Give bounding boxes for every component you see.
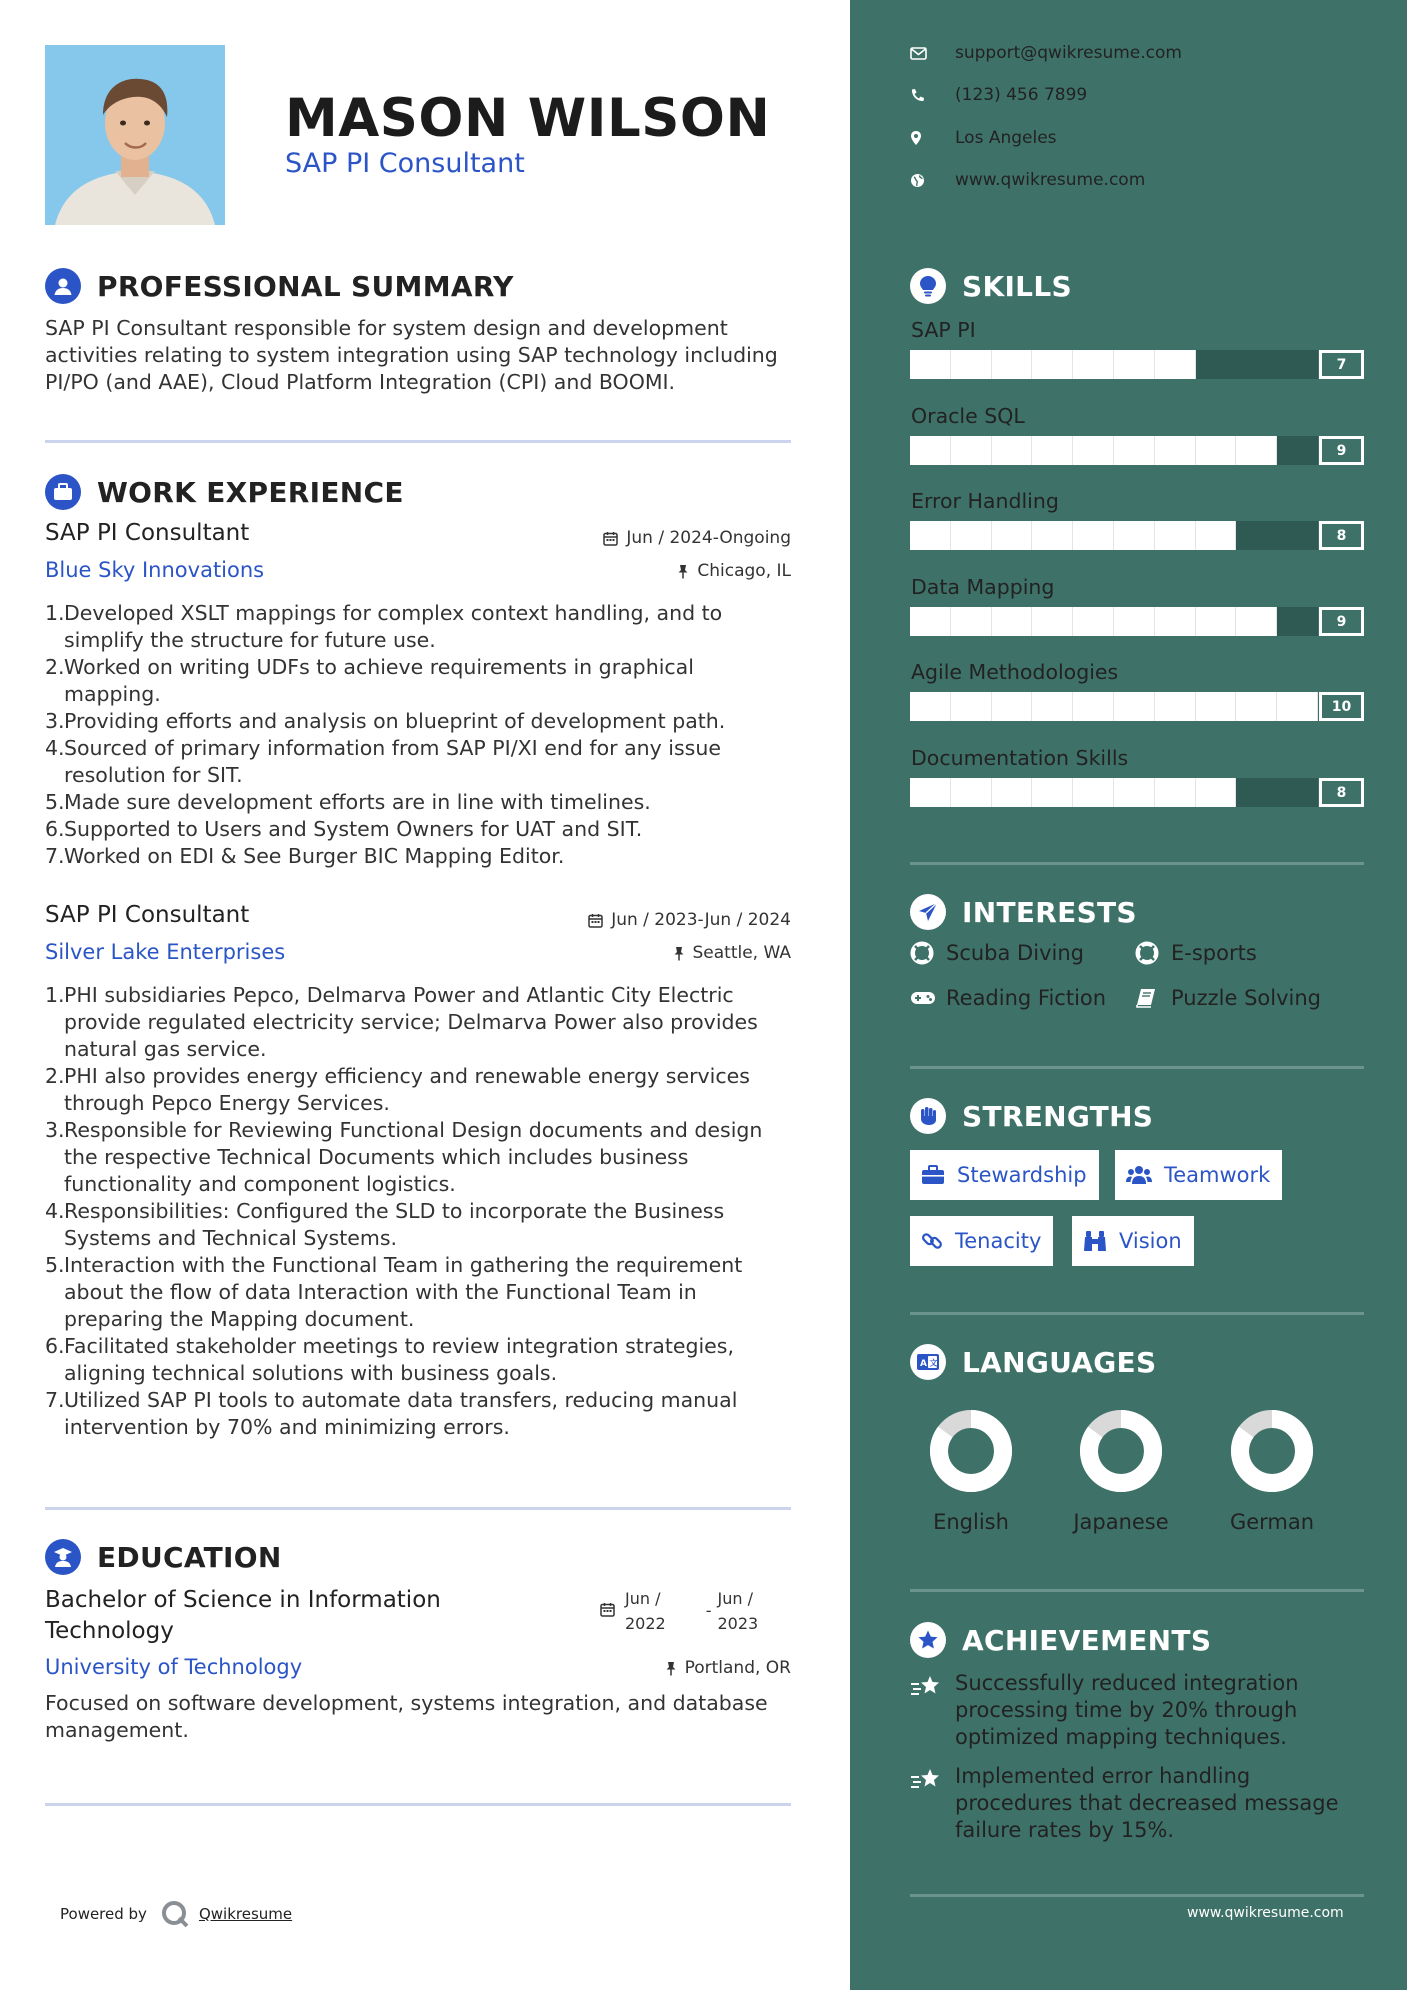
list-item: 6. Facilitated stakeholder meetings to review integration strategies, aligning technical solutions with business goals.	[45, 1334, 734, 1385]
skill-bar-segment	[1114, 692, 1155, 721]
interests-heading	[910, 894, 1137, 930]
education-description: Focused on software development, systems integration, and database management.	[45, 1691, 768, 1742]
achievements-heading	[910, 1622, 1211, 1658]
skill-bar-segment	[1236, 692, 1277, 721]
skill-bar-segment	[1114, 521, 1155, 550]
shooting-star-icon	[910, 1670, 955, 1751]
skill-score: 9	[1319, 607, 1364, 636]
skill-bar-segment	[1155, 692, 1196, 721]
summary-text: SAP PI Consultant responsible for system design and development activities relating to system integration using SAP technology including PI/PO (and AAE), Cloud Platform Integration (CPI) and BOOMI.	[45, 316, 778, 394]
language-name: German	[1229, 1510, 1315, 1534]
job-bullets	[45, 600, 795, 870]
skill-bar-segment	[1073, 350, 1114, 379]
strengths-title: STRENGTHS	[962, 1099, 1154, 1133]
interest-item: E-sports	[1135, 941, 1257, 965]
divider	[45, 440, 791, 443]
skill-bar-segment	[1196, 607, 1237, 636]
skill-bar-segment	[1032, 350, 1073, 379]
users-icon	[1126, 1165, 1152, 1185]
skill-bar-segment	[992, 607, 1033, 636]
envelope-icon	[910, 47, 932, 60]
skills-heading	[910, 268, 1072, 304]
list-item: 7. Worked on EDI & See Burger BIC Mapping Editor.	[45, 844, 565, 868]
skill-bar-segment	[1032, 692, 1073, 721]
link-icon	[921, 1230, 943, 1252]
contact-phone[interactable]: (123) 456 7899	[910, 85, 1087, 105]
divider	[910, 862, 1364, 865]
job-dates	[588, 910, 791, 930]
skill-bar-segment	[951, 607, 992, 636]
skill-bar-segment	[1277, 692, 1318, 721]
language-ring	[1078, 1408, 1164, 1494]
skill-bar-segment	[910, 350, 951, 379]
skill-score: 10	[1319, 692, 1364, 721]
divider	[45, 1803, 791, 1806]
pin-icon	[673, 946, 685, 961]
education-title: EDUCATION	[97, 1540, 282, 1574]
skill-bar-segment	[1032, 778, 1073, 807]
education-location-text: Portland, OR	[684, 1658, 791, 1678]
skill-bar-segment	[951, 778, 992, 807]
date-separator: -	[705, 1601, 712, 1620]
svg-text:文: 文	[929, 1358, 938, 1368]
skill-bar-segment	[1236, 607, 1277, 636]
job-title: SAP PI Consultant	[45, 902, 250, 928]
skill-bar-segment	[910, 692, 951, 721]
languages-title: LANGUAGES	[962, 1345, 1157, 1379]
skill-bar-segment	[1155, 607, 1196, 636]
skill-bar-segment	[1155, 521, 1196, 550]
lightbulb-icon	[910, 268, 946, 304]
skill-bar-segment	[1032, 607, 1073, 636]
skill-bar-segment	[1032, 436, 1073, 465]
qwikresume-link[interactable]: Qwikresume	[198, 1905, 293, 1923]
graduate-icon	[45, 1539, 81, 1575]
briefcase-icon	[921, 1165, 945, 1185]
skill-name: Documentation Skills	[911, 746, 1129, 770]
skill-score: 9	[1319, 436, 1364, 465]
skill-bar-segment	[992, 350, 1033, 379]
list-item: 6. Supported to Users and System Owners for UAT and SIT.	[45, 817, 643, 841]
skill-bar	[910, 521, 1318, 550]
gamepad-icon	[910, 989, 936, 1007]
candidate-role: SAP PI Consultant	[285, 148, 525, 179]
skill-bar-segment	[992, 692, 1033, 721]
skill-bar-segment	[1196, 521, 1237, 550]
book-icon	[1135, 987, 1161, 1009]
achievement-item: Implemented error handling procedures that decreased message failure rates by 15%.	[910, 1763, 1360, 1844]
skill-bar-segment	[1196, 778, 1237, 807]
education-degree: Bachelor of Science in Information Technology	[45, 1587, 441, 1644]
list-item: 4. Responsibilities: Configured the SLD to incorporate the Business Systems and Technical Systems.	[45, 1199, 725, 1250]
job-dates-text: Jun / 2024-Ongoing	[626, 528, 791, 548]
language-name: Japanese	[1073, 1510, 1169, 1534]
skill-name: Agile Methodologies	[911, 660, 1119, 684]
languages-heading	[910, 1344, 1156, 1380]
skills-title: SKILLS	[962, 269, 1072, 303]
skill-bar-segment	[992, 436, 1033, 465]
skill-bar-segment	[1114, 778, 1155, 807]
list-item: 2. PHI also provides energy efficiency and renewable energy services through Pepco Energy Services.	[45, 1064, 750, 1115]
user-circle-icon	[45, 268, 81, 304]
list-item: 7. Utilized SAP PI tools to automate data transfers, reducing manual intervention by 70% and minimizing errors.	[45, 1388, 738, 1439]
map-pin-icon	[910, 130, 932, 146]
contact-location: Los Angeles	[910, 128, 1057, 148]
education-end: Jun / 2023	[717, 1589, 759, 1633]
skill-bar-segment	[1196, 436, 1237, 465]
skill-bar	[910, 778, 1318, 807]
skill-bar-segment	[992, 521, 1033, 550]
interest-item: Scuba Diving	[910, 941, 1084, 965]
strength-chip: Tenacity	[910, 1216, 1053, 1266]
list-item: 2. Worked on writing UDFs to achieve requirements in graphical mapping.	[45, 655, 694, 706]
skill-name: Data Mapping	[911, 575, 1055, 599]
interests-title: INTERESTS	[962, 895, 1137, 929]
skill-bar-segment	[951, 350, 992, 379]
language-ring	[1229, 1408, 1315, 1494]
skill-name: Error Handling	[911, 489, 1059, 513]
calendar-icon	[588, 913, 603, 928]
shooting-star-icon	[910, 1763, 955, 1844]
powered-by	[60, 1900, 292, 1928]
interest-item: Puzzle Solving	[1135, 986, 1321, 1010]
skill-bar-segment	[1196, 692, 1237, 721]
skill-bar	[910, 350, 1318, 379]
star-badge-icon	[910, 1622, 946, 1658]
profile-photo	[45, 45, 225, 225]
pin-icon	[665, 1661, 677, 1676]
skill-bar-segment	[1114, 350, 1155, 379]
calendar-icon	[600, 1586, 615, 1636]
skill-bar-segment	[1073, 436, 1114, 465]
skill-bar-segment	[910, 436, 951, 465]
school-name: University of Technology	[45, 1655, 303, 1679]
skill-bar-segment	[951, 436, 992, 465]
skill-name: Oracle SQL	[911, 404, 1025, 428]
skill-score: 8	[1319, 521, 1364, 550]
skill-bar-segment	[1236, 436, 1277, 465]
phone-icon	[910, 88, 932, 103]
briefcase-icon	[45, 474, 81, 510]
candidate-name: MASON WILSON	[285, 88, 771, 149]
achievement-item: Successfully reduced integration processing time by 20% through optimized mapping techniques.	[910, 1670, 1360, 1751]
translate-icon	[910, 1344, 946, 1380]
job-location-text: Seattle, WA	[692, 943, 791, 963]
strength-chip: Teamwork	[1115, 1150, 1282, 1200]
skill-bar-segment	[1073, 607, 1114, 636]
lifebuoy-icon	[1135, 941, 1161, 965]
skill-bar-segment	[992, 778, 1033, 807]
education-start: Jun / 2022	[625, 1589, 666, 1633]
skill-bar-segment	[1155, 778, 1196, 807]
footer-url[interactable]: www.qwikresume.com	[1187, 1905, 1344, 1921]
svg-text:A: A	[920, 1359, 927, 1369]
job-bullets	[45, 982, 795, 1441]
skill-bar	[910, 436, 1318, 465]
skill-bar	[910, 692, 1318, 721]
divider	[910, 1894, 1364, 1897]
education-heading	[45, 1539, 282, 1575]
job-dates	[603, 528, 791, 548]
strength-chip: Vision	[1072, 1216, 1194, 1266]
interest-item: Reading Fiction	[910, 986, 1106, 1010]
skill-bar-segment	[1073, 778, 1114, 807]
skill-bar-segment	[910, 521, 951, 550]
strength-chip: Stewardship	[910, 1150, 1099, 1200]
work-title: WORK EXPERIENCE	[97, 475, 404, 509]
calendar-icon	[603, 531, 618, 546]
list-item: 5. Made sure development efforts are in line with timelines.	[45, 790, 651, 814]
paper-plane-icon	[910, 894, 946, 930]
education-location	[665, 1658, 791, 1678]
list-item: 3. Responsible for Reviewing Functional Design documents and design the respective Technical Documents which includes business functionality and component logistics.	[45, 1118, 763, 1196]
company-name: Silver Lake Enterprises	[45, 940, 286, 964]
skill-bar-segment	[1114, 436, 1155, 465]
qwikresume-logo-icon	[161, 1900, 189, 1928]
contact-website[interactable]: www.qwikresume.com	[910, 170, 1145, 190]
list-item: 5. Interaction with the Functional Team in gathering the requirement about the flow of data Interaction with the Functional Team in preparing the Mapping document.	[45, 1253, 743, 1331]
list-item: 3. Providing efforts and analysis on blueprint of development path.	[45, 709, 726, 733]
work-heading	[45, 474, 404, 510]
language-name: English	[933, 1510, 1009, 1534]
job-location-text: Chicago, IL	[697, 561, 791, 581]
skill-bar-segment	[1114, 607, 1155, 636]
list-item: 1. Developed XSLT mappings for complex context handling, and to simplify the structure for future use.	[45, 601, 723, 652]
binoculars-icon	[1083, 1230, 1107, 1252]
company-name: Blue Sky Innovations	[45, 558, 265, 582]
skill-bar-segment	[1155, 350, 1196, 379]
job-location	[677, 561, 791, 581]
skill-score: 8	[1319, 778, 1364, 807]
list-item: 4. Sourced of primary information from SAP PI/XI end for any issue resolution for SIT.	[45, 736, 721, 787]
skill-bar-segment	[910, 607, 951, 636]
education-dates	[600, 1586, 758, 1636]
skill-bar-segment	[951, 692, 992, 721]
fist-icon	[910, 1098, 946, 1134]
divider	[910, 1589, 1364, 1592]
language-ring	[928, 1408, 1014, 1494]
skill-bar-segment	[1073, 521, 1114, 550]
divider	[910, 1066, 1364, 1069]
skill-bar-segment	[1073, 692, 1114, 721]
powered-by-label: Powered by	[60, 1905, 147, 1923]
lifebuoy-icon	[910, 941, 936, 965]
skill-bar-segment	[1032, 521, 1073, 550]
pin-icon	[677, 564, 689, 579]
list-item: 1. PHI subsidiaries Pepco, Delmarva Power and Atlantic City Electric provide regulated electricity service; Delmarva Power also provides natural gas service.	[45, 983, 758, 1061]
divider	[910, 1312, 1364, 1315]
achievements-title: ACHIEVEMENTS	[962, 1623, 1212, 1657]
strengths-heading	[910, 1098, 1153, 1134]
job-title: SAP PI Consultant	[45, 520, 250, 546]
skill-bar	[910, 607, 1318, 636]
skill-name: SAP PI	[911, 318, 976, 342]
globe-icon	[910, 173, 932, 188]
summary-title: PROFESSIONAL SUMMARY	[97, 269, 514, 303]
contact-email[interactable]: support@qwikresume.com	[910, 43, 1182, 63]
summary-heading	[45, 268, 514, 304]
skill-score: 7	[1319, 350, 1364, 379]
skill-bar-segment	[1155, 436, 1196, 465]
skill-bar-segment	[910, 778, 951, 807]
job-dates-text: Jun / 2023-Jun / 2024	[611, 910, 791, 930]
skill-bar-segment	[951, 521, 992, 550]
divider	[45, 1507, 791, 1510]
job-location	[673, 943, 792, 963]
